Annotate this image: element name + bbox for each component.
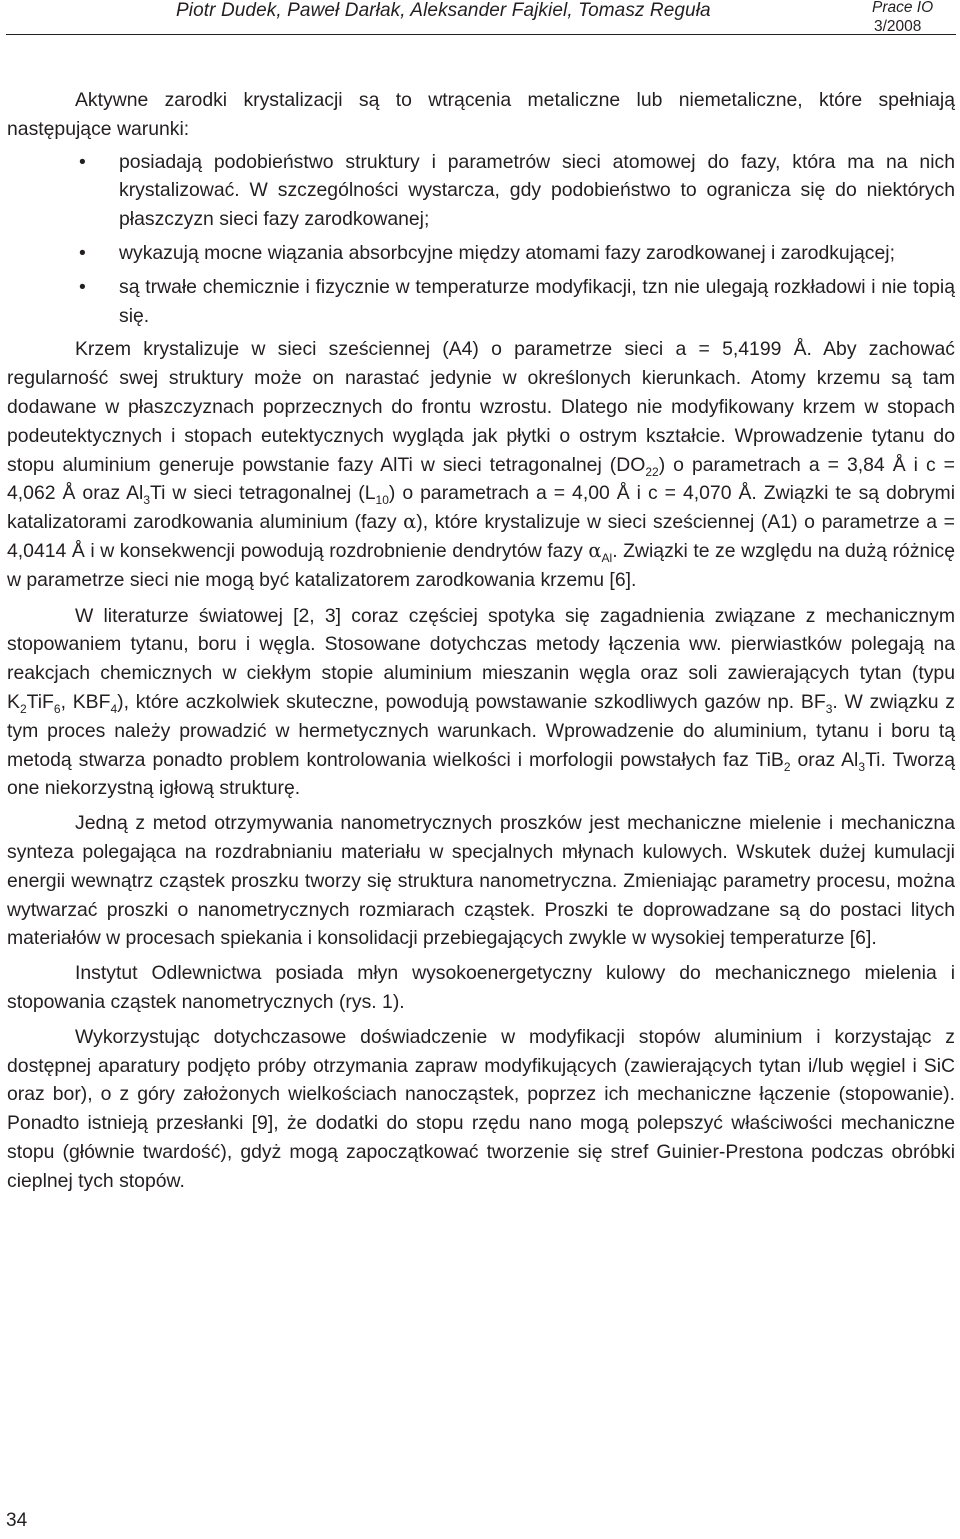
alpha-symbol: α (403, 510, 417, 534)
header-rule (6, 34, 956, 35)
subscript: 4 (110, 701, 118, 716)
text-run: ) o parametrach a = 4,00 Å i c = 4,070 Å. Związki te są dobrymi katalizatorami zarodkowania aluminium (fazy (7, 482, 956, 534)
text-run: oraz Al (790, 748, 859, 771)
text-run: Ti w sieci tetragonalnej (L (150, 482, 376, 505)
paragraph-silicon (7, 335, 955, 594)
header-journal-name: Prace IO (872, 0, 934, 16)
bullet-icon: • (79, 275, 86, 298)
intro-paragraph: Aktywne zarodki krystalizacji są to wtrącenia metaliczne lub niemetaliczne, które spełniają następujące warunki: (7, 89, 955, 140)
list-item (79, 273, 955, 331)
subscript: 2 (783, 759, 791, 774)
article-body (7, 86, 955, 1195)
alpha-symbol: α (588, 538, 602, 562)
running-header (0, 0, 960, 40)
header-authors: Piotr Dudek, Paweł Darłak, Aleksander Fajkiel, Tomasz Reguła (176, 0, 711, 21)
subscript: 10 (375, 493, 389, 508)
paragraph-institute: Instytut Odlewnictwa posiada młyn wysokoenergetyczny kulowy do mechanicznego mielenia i stopowania cząstek nanometrycznych (rys. 1). (7, 962, 955, 1013)
list-item-text: są trwałe chemicznie i fizycznie w temperaturze modyfikacji, tzn nie ulegają rozkładowi i nie topią się. (119, 275, 955, 327)
subscript: 3 (825, 701, 833, 716)
text-run: . Związki te ze względu na dużą różnicę w parametrze sieci nie mogą być katalizatorem zarodkowania krzemu [6]. (7, 539, 956, 591)
subscript: Al (601, 550, 613, 565)
page-number: 34 (6, 1510, 28, 1531)
subscript: 6 (53, 701, 61, 716)
list-item (79, 239, 955, 268)
list-item-text: wykazują mocne wiązania absorbcyjne między atomami fazy zarodkowanej i zarodkującej; (119, 241, 895, 264)
bullet-icon: • (79, 150, 86, 173)
text-run: Krzem krystalizuje w sieci sześciennej (A4) o parametrze sieci a = 5,4199 Å. Aby zachować regularność swej struktury może on narastać jedynie w określonych kierunkach. Atomy krzemu są tam dodawane w płaszczyznach poprzecznych do frontu wzrostu. Dlatego nie modyfikowany krzem w stopach podeutektycznych i stopach eutektycznych wygląda jak płytki o ostrym kształcie. Wprowadzenie tytanu do stopu aluminium generuje powstanie fazy AlTi w sieci tetragonalnej (DO (7, 338, 955, 476)
text-run: ) o parametrach a = 3,84 Å i c = 4,062 Å oraz Al (7, 453, 955, 505)
text-run: W literaturze światowej [2, 3] coraz częściej spotyka się zagadnienia związane z mechanicznym stopowaniem tytanu, boru i węgla. Stosowane dotychczas metody łączenia ww. pierwiastków polegają na reakcjach chemicznych w ciekłym stopie aluminium mieszanin węgla oraz soli zawierających tytan (typu K (7, 604, 955, 713)
paragraph-nanopowders: Jedną z metod otrzymywania nanometrycznych proszków jest mechaniczne mielenie i mechaniczna synteza polegająca na rozdrabnianiu materiału w specjalnych młynach kulowych. Wskutek dużej kumulacji energii wewnątrz cząstek proszku tworzy się struktura nanometryczna. Zmieniając parametry procesu, można wytwarzać proszki o nanometrycznych rozmiarach cząstek. Proszki te doprowadzane są do postaci litych materiałów w procesach spiekania i konsolidacji przebiegających zwykle w wysokiej temperaturze [6]. (7, 812, 955, 950)
paragraph-literature (7, 602, 955, 804)
text-run: TiF (26, 690, 54, 713)
text-run: ), które krystalizuje w sieci sześciennej (A1) o parametrze a = 4,0414 Å i w konsekwencji powodują rozdrobnienie dendrytów fazy (7, 511, 956, 562)
text-run: . W związku z tym proces należy prowadzić w hermetycznych warunkach. Wprowadzenie do aluminium, tytanu i boru tą metodą stwarza ponadto problem kontrolowania wielkości i morfologii powstałych faz TiB (7, 690, 955, 771)
subscript: 3 (858, 759, 866, 774)
subscript: 3 (143, 493, 150, 508)
subscript: 22 (645, 464, 659, 479)
text-run: ), które aczkolwiek skuteczne, powodują powstawanie szkodliwych gazów np. BF (117, 690, 826, 713)
text-run: , KBF (60, 690, 111, 713)
paragraph-experiments: Wykorzystując dotychczasowe doświadczenie w modyfikacji stopów aluminium i korzystając z dostępnej aparatury podjęto próby otrzymania zapraw modyfikujących (zawierających tytan i/lub węgiel i SiC oraz bor), o z góry założonych wielkościach nanocząstek, poprzez ich mechaniczne łączenie (stopowanie). Ponadto istnieją przesłanki [9], że dodatki do stopu rzędu nano mogą polepszyć właściwości mechaniczne stopu (głównie twardość), gdyż mogą zapoczątkować tworzenie się stref Guinier-Prestona podczas obróbki cieplnej tych stopów. (7, 1025, 955, 1192)
header-journal-issue: 3/2008 (874, 18, 922, 35)
list-item (79, 148, 955, 234)
header-journal-block (872, 0, 954, 36)
list-item-text: posiadają podobieństwo struktury i parametrów sieci atomowej do fazy, która ma na nich krystalizować. W szczególności wystarcza, gdy podobieństwo to ogranicza się do niektórych płaszczyzn sieci fazy zarodkowanej; (119, 150, 955, 231)
conditions-list (7, 148, 955, 331)
bullet-icon: • (79, 241, 86, 264)
text-run: Ti. Tworzą one niekorzystną igłową strukturę. (7, 748, 956, 800)
subscript: 2 (19, 701, 27, 716)
